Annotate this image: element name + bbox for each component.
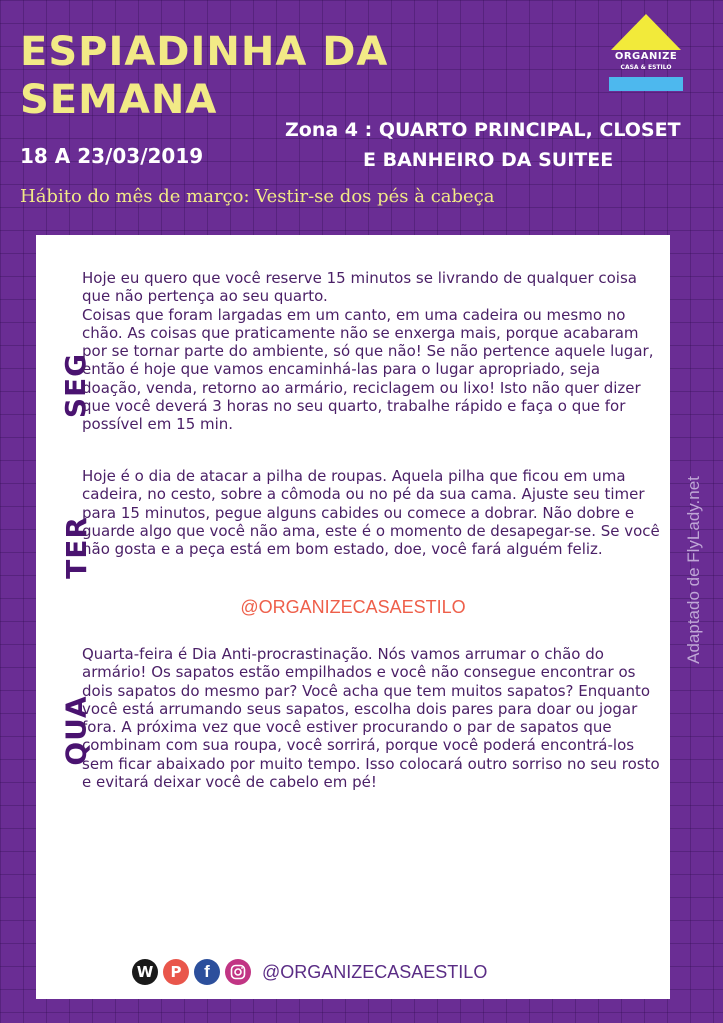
facebook-icon[interactable]: f [194, 959, 220, 985]
habit-of-month: Hábito do mês de março: Vestir-se dos pés à cabeça [20, 186, 495, 207]
day-label-qua: QUA [59, 694, 93, 766]
logo-line-1: ORGANIZE [614, 51, 678, 62]
instagram-handle[interactable]: @ORGANIZECASAESTILO [240, 597, 466, 617]
logo-line-2: CASA & ESTILO [620, 64, 672, 71]
logo-bar [609, 77, 683, 91]
zone-line-1: Zona 4 : QUARTO PRINCIPAL, CLOSET [285, 119, 681, 141]
day-label-seg: SEG [59, 352, 93, 418]
content-card [36, 235, 670, 999]
title-line-1: ESPIADINHA DA [20, 29, 389, 75]
wordpress-icon[interactable]: W [132, 959, 158, 985]
brand-logo [609, 14, 683, 92]
day-text-seg: Hoje eu quero que você reserve 15 minutos se livrando de qualquer coisa que não pertença ao seu quarto. Coisas que foram largadas em um canto, em uma cadeira ou mesmo no chão. As coisas que praticamente não se enxerga mais, porque acabaram por se tornar parte do ambiente, só que não! Se não pertence aquele lugar, então é hoje que vamos encaminhá-las para o lugar apropriado, seja doação, venda, retorno ao armário, reciclagem ou lixo! Isto não quer dizer que você deverá 3 horas no seu quarto, trabalhe rápido e faça o que for possível em 15 min. [82, 269, 654, 434]
day-label-ter: TER [59, 515, 93, 579]
pinterest-icon[interactable]: P [163, 959, 189, 985]
social-footer [132, 957, 487, 987]
footer-handle[interactable]: @ORGANIZECASAESTILO [262, 961, 488, 982]
logo-text [609, 50, 683, 76]
week-dates: 18 A 23/03/2019 [20, 144, 204, 168]
title-line-2: SEMANA [20, 77, 218, 123]
page-title [20, 28, 388, 124]
zone-heading [285, 115, 715, 175]
instagram-icon[interactable] [225, 959, 251, 985]
day-text-qua: Quarta-feira é Dia Anti-procrastinação. Nós vamos arrumar o chão do armário! Os sapatos estão empilhados e você não consegue encontrar os dois sapatos do mesmo par? Você acha que tem muitos sapatos? Enquanto você está arrumando seus sapatos, escolha dois pares para doar ou jogar fora. A próxima vez que você estiver procurando o par de sapatos que combinam com sua roupa, você sorrirá, porque você poderá encontrá-los sem ficar abaixado por muito tempo. Isso colocará outro sorriso no seu rosto e evitará deixar você de cabelo em pé! [82, 645, 660, 792]
zone-line-2: E BANHEIRO DA SUITEE [363, 149, 614, 171]
day-text-ter: Hoje é o dia de atacar a pilha de roupas. Aquela pilha que ficou em uma cadeira, no cesto, sobre a cômoda ou no pé da sua cama. Ajuste seu timer para 15 minutos, pegue alguns cabides ou comece a dobrar. Não dobre e guarde algo que você não ama, este é o momento de desapegar-se. Se você não gosta e a peça está em bom estado, doe, você fará alguém feliz. [82, 467, 660, 559]
house-roof-icon [611, 14, 681, 50]
